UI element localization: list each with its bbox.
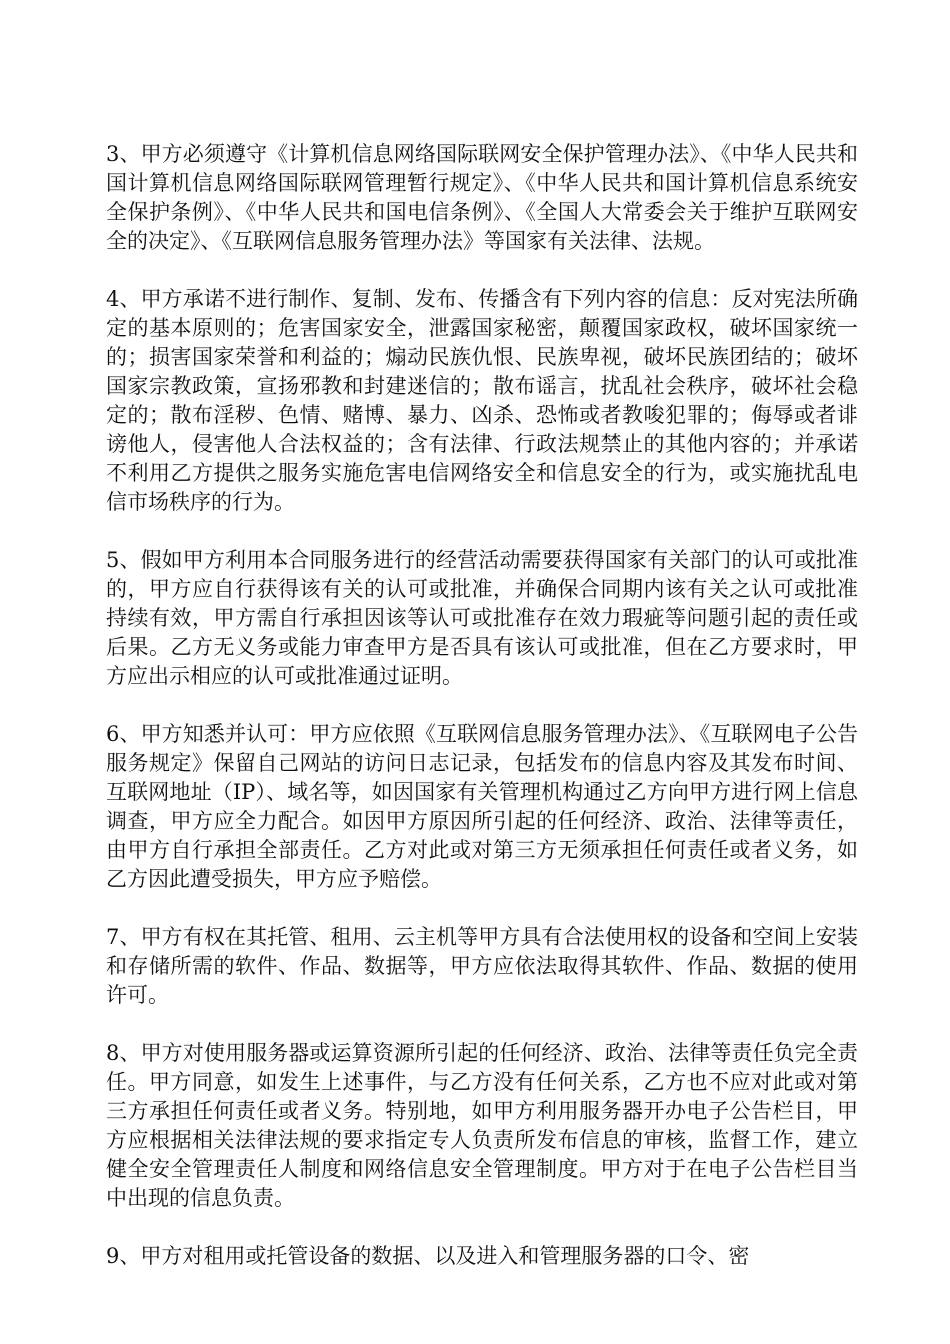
clause-9-paragraph: 9、甲方对租用或托管设备的数据、以及进入和管理服务器的口令、密 <box>106 1244 750 1268</box>
clause-7-paragraph: 7、甲方有权在其托管、租用、云主机等甲方具有合法使用权的设备和空间上安装和存储所需的软件、作品、数据等，甲方应依法取得其软件、作品、数据的使用许可。 <box>106 925 858 1007</box>
clause-6-paragraph: 6、甲方知悉并认可：甲方应依照《互联网信息服务管理办法》、《互联网电子公告服务规定》保留自己网站的访问日志记录，包括发布的信息内容及其发布时间、互联网地址（IP）、域名等，如因国家有关管理机构通过乙方向甲方进行网上信息调查，甲方应全力配合。如因甲方原因所引起的任何经济、政治、法律等责任，由甲方自行承担全部责任。乙方对此或对第三方无须承担任何责任或者义务，如乙方因此遭受损失，甲方应予赔偿。 <box>106 722 858 891</box>
document-body <box>106 140 858 1300</box>
clause-4-paragraph: 4、甲方承诺不进行制作、复制、发布、传播含有下列内容的信息：反对宪法所确定的基本原则的；危害国家安全，泄露国家秘密，颠覆国家政权，破坏国家统一的；损害国家荣誉和利益的；煽动民族仇恨、民族卑视，破坏民族团结的；破坏国家宗教政策，宣扬邪教和封建迷信的；散布谣言，扰乱社会秩序，破坏社会稳定的；散布淫秽、色情、赌博、暴力、凶杀、恐怖或者教唆犯罪的；侮辱或者诽谤他人，侵害他人合法权益的；含有法律、行政法规禁止的其他内容的；并承诺不利用乙方提供之服务实施危害电信网络安全和信息安全的行为，或实施扰乱电信市场秩序的行为。 <box>106 287 858 514</box>
clause-3-paragraph: 3、甲方必须遵守《计算机信息网络国际联网安全保护管理办法》、《中华人民共和国计算机信息网络国际联网管理暂行规定》、《中华人民共和国计算机信息系统安全保护条例》、《中华人民共和国电信条例》、《全国人大常委会关于维护互联网安全的决定》、《互联网信息服务管理办法》等国家有关法律、法规。 <box>106 142 858 253</box>
clause-5-paragraph: 5、假如甲方利用本合同服务进行的经营活动需要获得国家有关部门的认可或批准的，甲方应自行获得该有关的认可或批准，并确保合同期内该有关之认可或批准持续有效，甲方需自行承担因该等认可或批准存在效力瑕疵等问题引起的责任或后果。乙方无义务或能力审查甲方是否具有该认可或批准，但在乙方要求时，甲方应出示相应的认可或批准通过证明。 <box>106 548 858 688</box>
clause-8-paragraph: 8、甲方对使用服务器或运算资源所引起的任何经济、政治、法律等责任负完全责任。甲方同意，如发生上述事件，与乙方没有任何关系，乙方也不应对此或对第三方承担任何责任或者义务。特别地，如甲方利用服务器开办电子公告栏目，甲方应根据相关法律法规的要求指定专人负责所发布信息的审核，监督工作，建立健全安全管理责任人制度和网络信息安全管理制度。甲方对于在电子公告栏目当中出现的信息负责。 <box>106 1041 858 1210</box>
